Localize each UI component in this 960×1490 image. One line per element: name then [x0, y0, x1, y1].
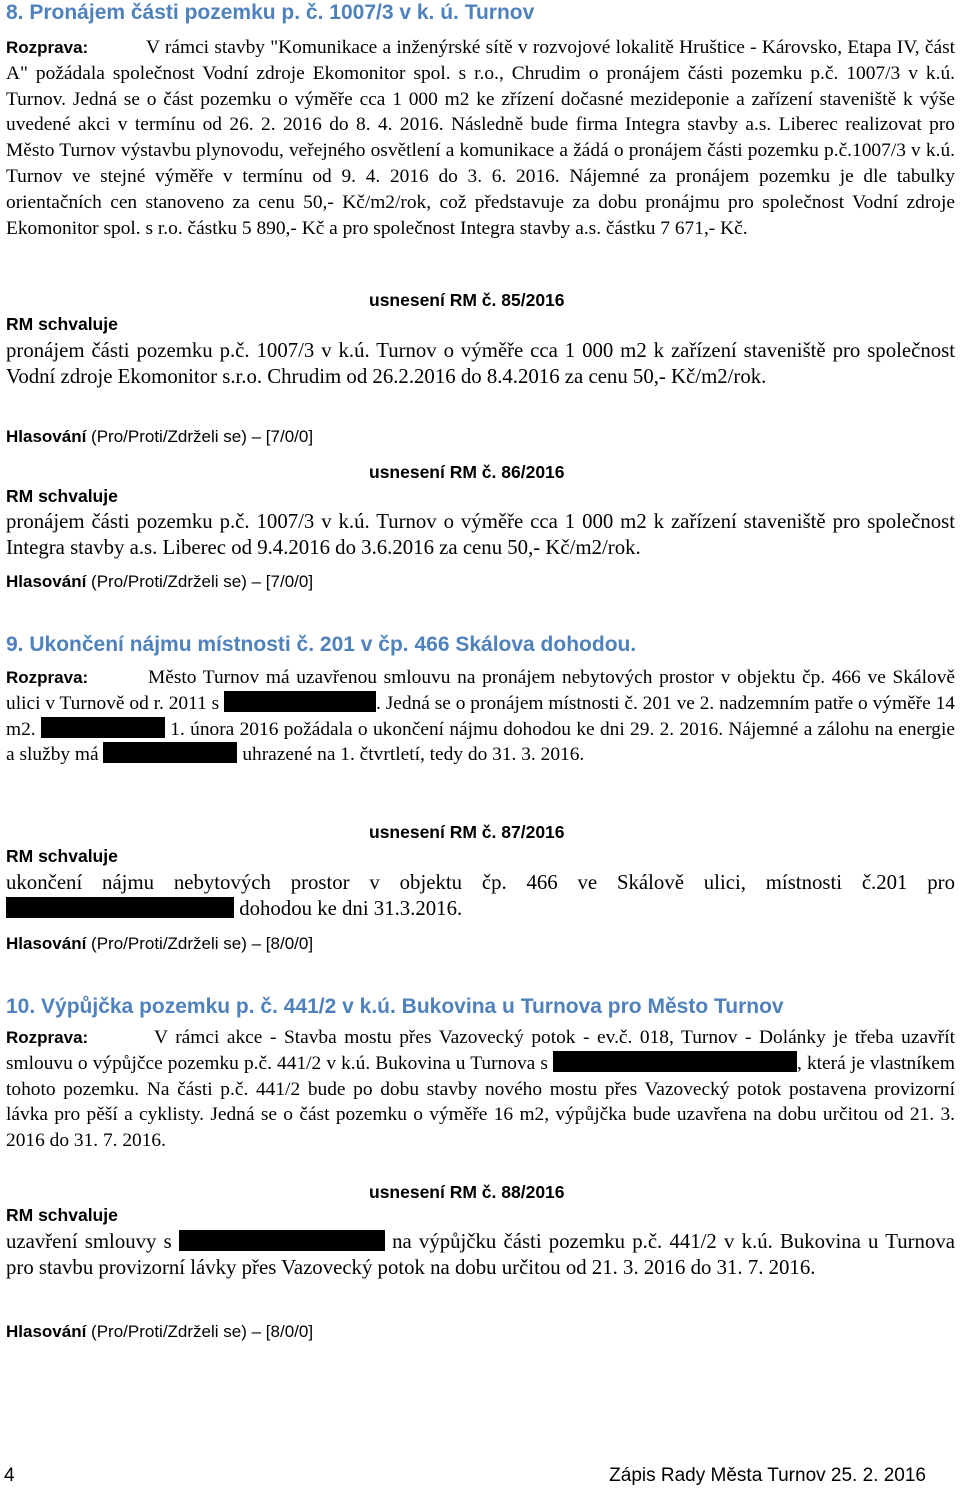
discussion-text-part: , která je vlastníkem tohoto pozemku. Na části p.č. 441/2 bude po dobu stavby nového mostu přes Vazovecký potok postavena provizorní lávka pro pěší a cyklisty. Jedná se o část pozemku o výměře 16 m2, výpůjčka bude uzavřena na dobu určitou od 21. 3. 2016 do 31. 7. 2016. — [6, 1052, 955, 1152]
discussion-text-part: Město Turnov má uzavřenou smlouvu na pronájem nebytových prostor v objektu čp. 466 ve Skálově ulici v Turnově od r. 2011 s — [6, 667, 955, 714]
vote-result: (Pro/Proti/Zdrželi se) – [7/0/0] — [86, 427, 314, 446]
resolution-text-part: na výpůjčku části pozemku p.č. 441/2 v k.ú. Bukovina u Turnova pro stavbu provizorní lávky přes Vazovecký potok na dobu určitou od 21. 3. 2016 do 31. 7. 2016. — [6, 1230, 955, 1280]
section-8-discussion — [6, 35, 955, 241]
discussion-label: Rozprava: — [6, 38, 89, 57]
vote-label: Hlasování — [6, 572, 87, 591]
redacted-name — [6, 897, 234, 918]
resolution-text-part: uzavření smlouvy s — [6, 1230, 179, 1253]
resolution-87-number: usnesení RM č. 87/2016 — [369, 822, 565, 842]
section-9-heading: 9. Ukončení nájmu místnosti č. 201 v čp. 466 Skálova dohodou. — [6, 633, 637, 656]
resolution-text-part: dohodou ke dni 31.3.2016. — [234, 897, 463, 921]
resolution-88-vote — [6, 1322, 313, 1342]
redacted-name — [553, 1051, 797, 1072]
vote-result: (Pro/Proti/Zdrželi se) – [8/0/0] — [86, 934, 314, 953]
resolution-87-vote — [6, 934, 313, 954]
resolution-86-vote — [6, 572, 313, 592]
resolution-88-number: usnesení RM č. 88/2016 — [369, 1182, 565, 1202]
resolution-85-text: pronájem části pozemku p.č. 1007/3 v k.ú. Turnov o výměře cca 1 000 m2 k zařízení staveniště pro společnost Vodní zdroje Ekomonitor s.r.o. Chrudim od 26.2.2016 do 8.4.2016 za cenu 50,- Kč/m2/rok. — [6, 339, 955, 389]
section-8-heading: 8. Pronájem části pozemku p. č. 1007/3 v k. ú. Turnov — [6, 1, 535, 24]
redacted-name — [41, 717, 165, 738]
vote-result: (Pro/Proti/Zdrželi se) – [7/0/0] — [86, 572, 314, 591]
redacted-name — [224, 691, 376, 712]
resolution-87-rm-label: RM schvaluje — [6, 846, 118, 866]
resolution-86-number: usnesení RM č. 86/2016 — [369, 462, 565, 482]
discussion-label: Rozprava: — [6, 668, 89, 687]
footer-title: Zápis Rady Města Turnov 25. 2. 2016 — [609, 1465, 926, 1486]
footer-page-number: 4 — [4, 1465, 15, 1486]
vote-label: Hlasování — [6, 1322, 87, 1341]
section-9-discussion — [6, 665, 955, 768]
section-10-discussion — [6, 1025, 955, 1154]
discussion-label: Rozprava: — [6, 1028, 89, 1047]
resolution-85-rm-label: RM schvaluje — [6, 314, 118, 334]
resolution-88-rm-label: RM schvaluje — [6, 1205, 118, 1225]
resolution-86-text: pronájem části pozemku p.č. 1007/3 v k.ú. Turnov o výměře cca 1 000 m2 k zařízení staveniště pro společnost Integra stavby a.s. Liberec od 9.4.2016 do 3.6.2016 za cenu 50,- Kč/m2/rok. — [6, 510, 955, 560]
discussion-text-part: uhrazené na 1. čtvrtletí, tedy do 31. 3. 2016. — [237, 744, 585, 766]
redacted-name — [103, 742, 237, 763]
vote-result: (Pro/Proti/Zdrželi se) – [8/0/0] — [86, 1322, 314, 1341]
resolution-85-vote — [6, 427, 313, 447]
vote-label: Hlasování — [6, 427, 87, 446]
section-10-heading: 10. Výpůjčka pozemku p. č. 441/2 v k.ú. Bukovina u Turnova pro Město Turnov — [6, 995, 784, 1018]
redacted-name — [179, 1230, 385, 1251]
vote-label: Hlasování — [6, 934, 87, 953]
resolution-86-rm-label: RM schvaluje — [6, 486, 118, 506]
discussion-text-part: . Jedná se o pronájem místnosti č. 201 ve 2. nadzemním patře o výměře 14 m2. — [6, 692, 955, 740]
resolution-85-number: usnesení RM č. 85/2016 — [369, 290, 565, 310]
resolution-text-part: ukončení nájmu nebytových prostor v objektu čp. 466 ve Skálově ulici, místnosti č.201 pro — [6, 871, 955, 894]
resolution-87-text — [6, 870, 955, 923]
discussion-text-part: 1. února 2016 požádala o ukončení nájmu dohodou ke dni 29. 2. 2016. Nájemné a zálohu na energie a služby má — [6, 718, 955, 766]
section-8-discussion-text: V rámci stavby "Komunikace a inženýrské sítě v rozvojové lokalitě Hruštice - Károvsko, Etapa IV, část A" požádala společnost Vodní zdroje Ekomonitor spol. s r.o., Chrudim o pronájem části pozemku p.č. 1007/3 v k.ú. Turnov. Jedná se o část pozemku o výměře cca 1 000 m2 ke zřízení dočasné mezideponie a zařízení staveniště k výše uvedené akci v termínu od 26. 2. 2016 do 8. 4. 2016. Následně bude firma Integra stavby a.s. Liberec realizovat pro Město Turnov výstavbu plynovodu, veřejného osvětlení a komunikace a žádá o pronájem části pozemku p.č.1007/3 v k.ú. Turnov ve stejné výměře v termínu od 9. 4. 2016 do 3. 6. 2016. Nájemné za pronájem pozemku je dle tabulky orientačních cen stanoveno za cenu 50,- Kč/m2/rok, což představuje za dobu pronájmu pro společnost Vodní zdroje Ekomonitor spol. s r.o. částku 5 890,- Kč a pro společnost Integra stavby a.s. částku 7 671,- Kč. — [6, 37, 955, 239]
discussion-text-part: V rámci akce - Stavba mostu přes Vazovecký potok - ev.č. 018, Turnov - Dolánky je třeba uzavřít smlouvu o výpůjčce pozemku p.č. 441/2 v k.ú. Bukovina u Turnova s — [6, 1027, 955, 1074]
resolution-88-text — [6, 1229, 955, 1282]
